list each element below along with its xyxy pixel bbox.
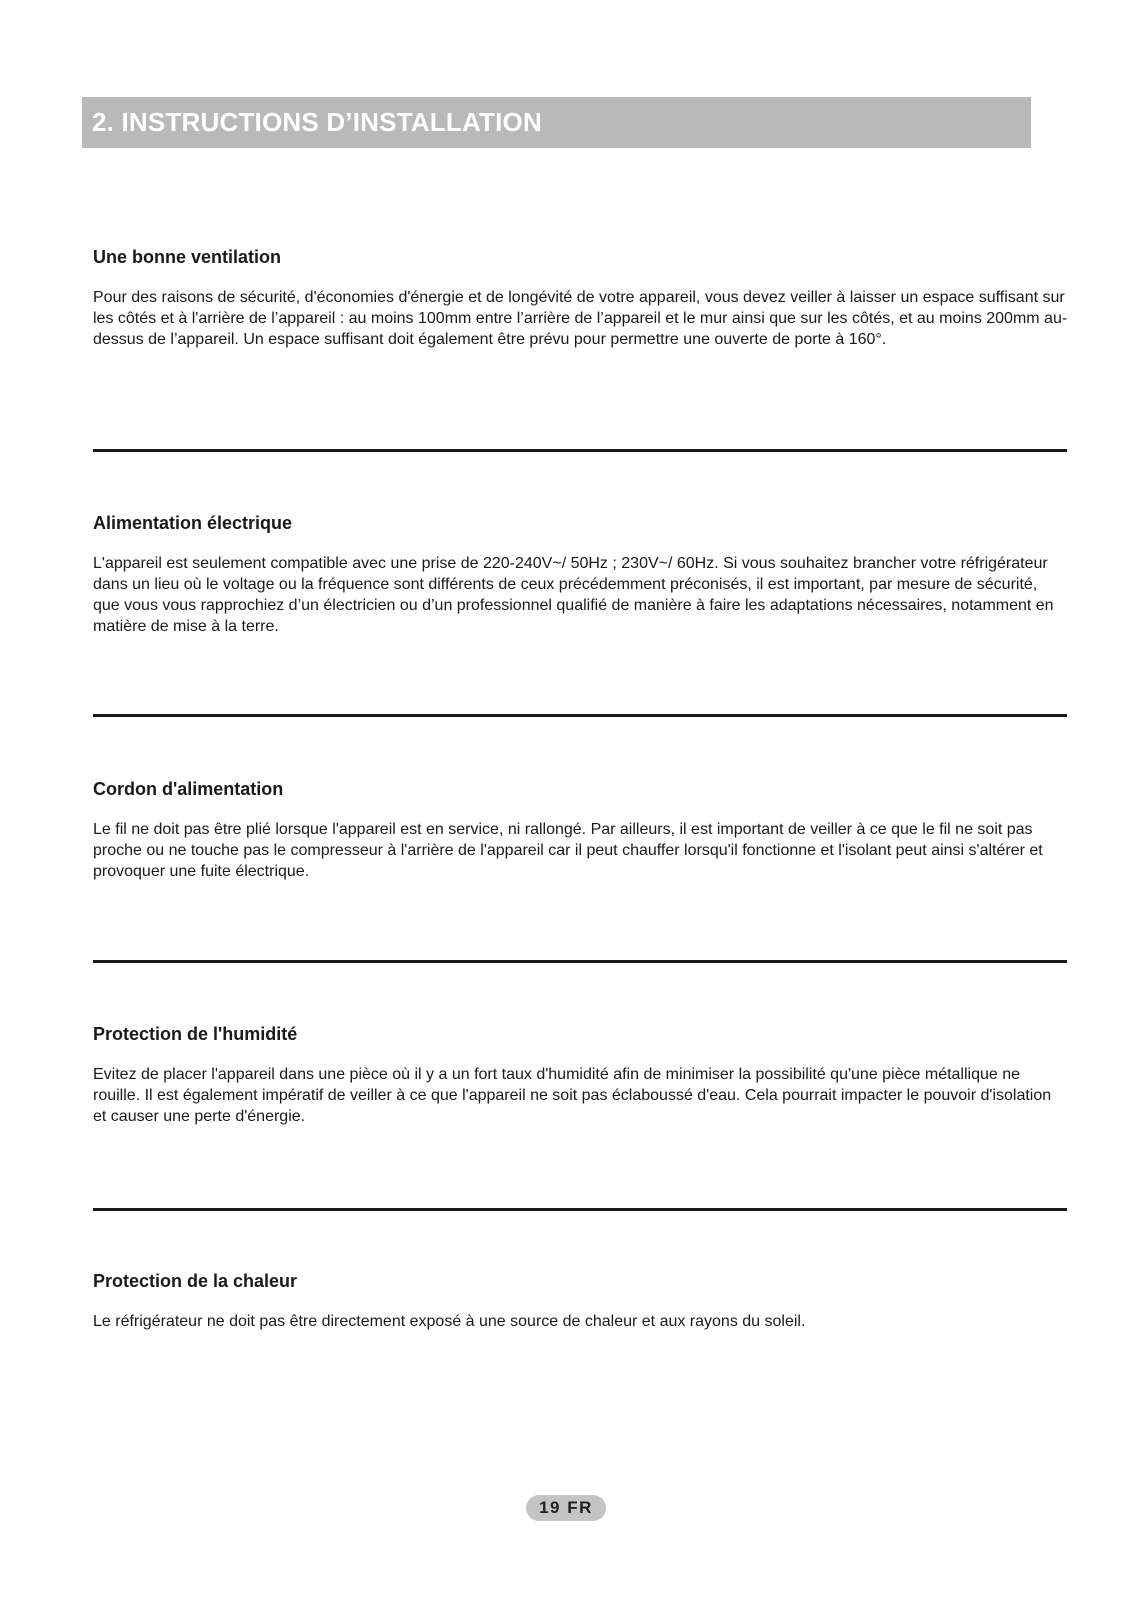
section-body: Le réfrigérateur ne doit pas être directement exposé à une source de chaleur et aux rayons du soleil. — [93, 1313, 806, 1330]
section-ventilation — [93, 246, 1068, 350]
section-divider — [93, 1208, 1067, 1211]
section-body: Pour des raisons de sécurité, d'économies d'énergie et de longévité de votre appareil, vous devez veiller à laisser un espace suffisant sur les côtés et à l'arrière de l’appareil : au moins 100mm entre l’arrière de l’appareil et le mur ainsi que sur les côtés, et au moins 200mm au-dessus de l’appareil. Un espace suffisant doit également être prévu pour permettre une ouverte de porte à 160°. — [93, 289, 1068, 348]
section-humidity — [93, 1023, 1068, 1127]
section-power-cord — [93, 778, 1068, 882]
section-divider — [93, 449, 1067, 452]
section-header-bar — [82, 97, 1031, 148]
page-title: 2. INSTRUCTIONS D’INSTALLATION — [92, 107, 542, 137]
page-number-badge: 19 FR — [526, 1495, 606, 1521]
section-heading: Cordon d'alimentation — [93, 779, 284, 799]
section-body: Evitez de placer l'appareil dans une pièce où il y a un fort taux d'humidité afin de minimiser la possibilité qu'une pièce métallique ne rouille. Il est également impératif de veiller à ce que l'appareil ne soit pas éclaboussé d'eau. Cela pourrait impacter le pouvoir d'isolation et causer une perte d'énergie. — [93, 1066, 1052, 1125]
section-divider — [93, 960, 1067, 963]
section-heading: Protection de la chaleur — [93, 1271, 298, 1291]
section-heading: Une bonne ventilation — [93, 247, 282, 267]
section-divider — [93, 714, 1067, 717]
section-heading: Protection de l'humidité — [93, 1024, 298, 1044]
section-heat — [93, 1270, 1068, 1332]
section-body: Le fil ne doit pas être plié lorsque l'appareil est en service, ni rallongé. Par ailleurs, il est important de veiller à ce que le fil ne soit pas proche ou ne touche pas le compresseur à l'arrière de l'appareil car il peut chauffer lorsqu'il fonctionne et l'isolant peut ainsi s'altérer et provoquer une fuite électrique. — [93, 821, 1043, 880]
section-power-supply — [93, 512, 1068, 637]
section-body: L'appareil est seulement compatible avec une prise de 220-240V~/ 50Hz ; 230V~/ 60Hz. Si vous souhaitez brancher votre réfrigérateur dans un lieu où le voltage ou la fréquence sont différents de ceux précédemment préconisés, il est important, par mesure de sécurité, que vous vous rapprochiez d’un électricien ou d’un professionnel qualifié de manière à faire les adaptations nécessaires, notamment en matière de mise à la terre. — [93, 555, 1054, 635]
section-heading: Alimentation électrique — [93, 513, 293, 533]
